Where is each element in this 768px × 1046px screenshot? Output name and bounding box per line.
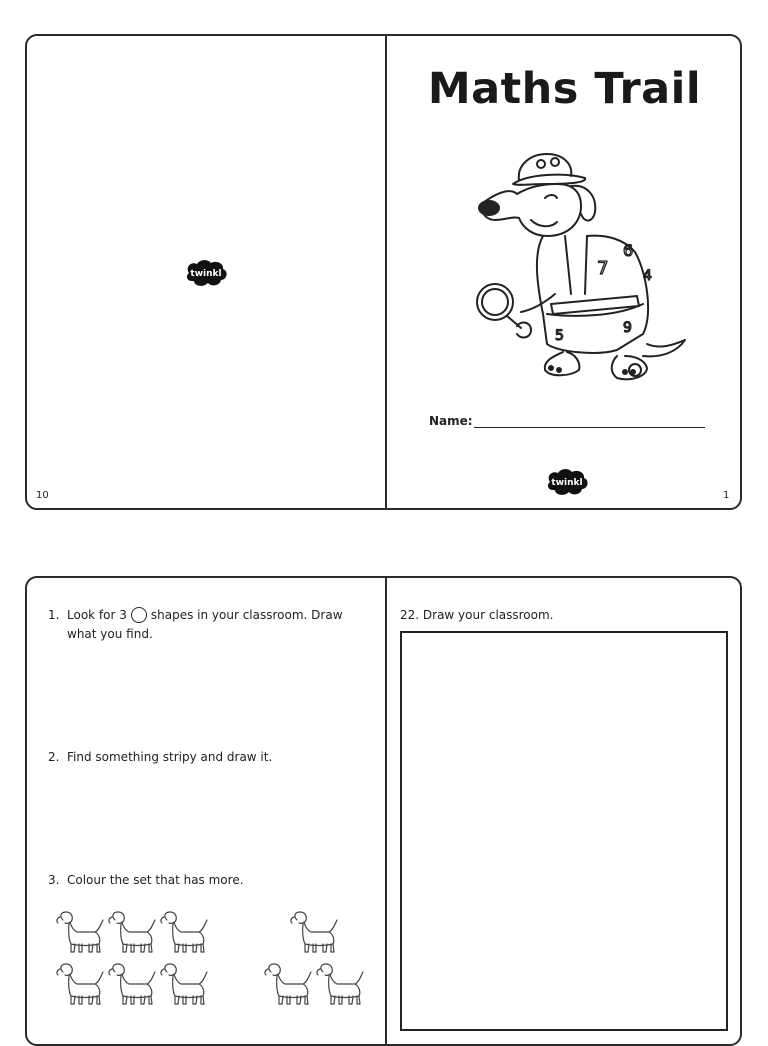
drawing-box[interactable] [400,631,728,1031]
question-22: 22. Draw your classroom. [400,608,554,622]
dog-drawing [161,912,207,952]
question-2 [48,748,378,767]
booklet-inner-spread [25,576,742,1046]
dog-drawing [57,912,103,952]
dog-drawing [57,964,103,1004]
twinkl-logo-right [544,467,590,497]
question-text-before: Look for 3 [67,608,127,622]
svg-text:4: 4 [643,268,652,284]
question-number: 1. [48,608,60,622]
circle-icon [131,607,147,623]
dog-drawing [291,912,337,952]
question-3 [48,871,378,890]
dog-drawing [109,964,155,1004]
logo-text: twinkl [190,269,222,279]
question-number: 3. [48,873,60,887]
dog-drawing [109,912,155,952]
dog-sets [49,906,369,1016]
svg-text:7: 7 [597,258,609,279]
question-number: 2. [48,750,60,764]
twinkl-logo-left [183,258,229,288]
spread-divider [385,578,387,1044]
page-number-left: 10 [36,490,49,501]
svg-text:5: 5 [555,328,564,344]
question-text: Colour the set that has more. [67,873,244,887]
question-text-after: shapes in your classroom. Draw [150,608,343,622]
question-1 [48,606,378,644]
name-write-line[interactable] [474,427,705,428]
dog-drawing [161,964,207,1004]
dog-drawing [317,964,363,1004]
detective-dog-illustration [447,144,687,389]
page-number-right: 1 [723,490,730,501]
svg-text:6: 6 [623,241,634,260]
booklet-cover-spread [25,34,742,510]
question-text-line2: what you find. [67,627,153,641]
logo-text: twinkl [551,478,583,488]
question-text: Find something stripy and draw it. [67,750,273,764]
name-label: Name: [429,414,473,428]
page-title: Maths Trail [427,64,702,114]
dog-drawing [265,964,311,1004]
svg-text:9: 9 [623,320,632,336]
